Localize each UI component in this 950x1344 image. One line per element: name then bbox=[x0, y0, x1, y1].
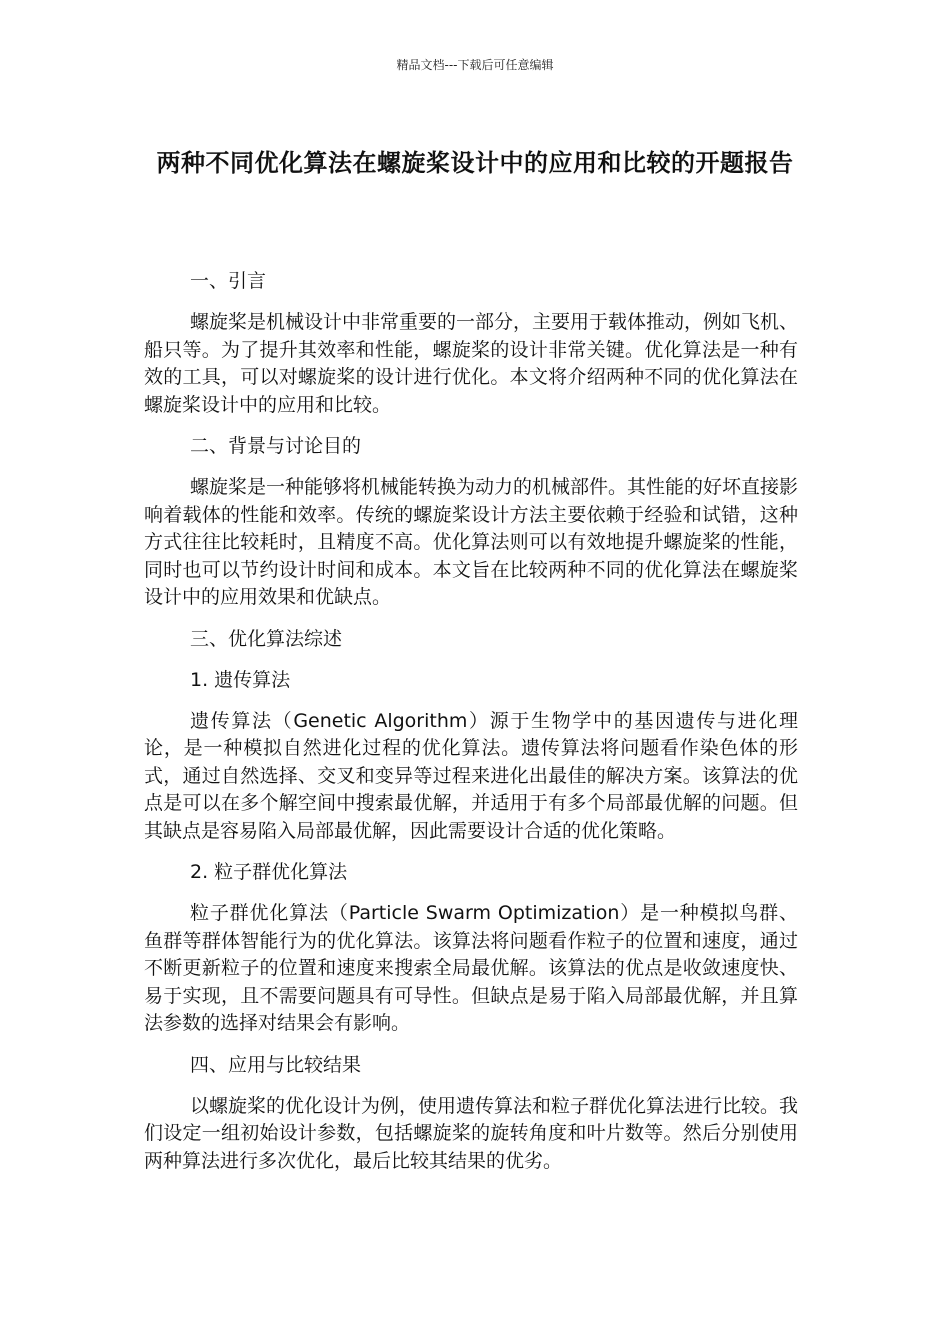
section-heading-background: 二、背景与讨论目的 bbox=[190, 435, 362, 457]
document-title: 两种不同优化算法在螺旋桨设计中的应用和比较的开题报告 bbox=[156, 149, 794, 177]
document-body bbox=[144, 268, 798, 1189]
paragraph-introduction: 螺旋桨是机械设计中非常重要的一部分，主要用于载体推动，例如飞机、船只等。为了提升其效率和性能，螺旋桨的设计非常关键。优化算法是一种有效的工具，可以对螺旋桨的设计进行优化。本文将介绍两种不同的优化算法在螺旋桨设计中的应用和比较。 bbox=[144, 311, 799, 416]
paragraph-results: 以螺旋桨的优化设计为例，使用遗传算法和粒子群优化算法进行比较。我们设定一组初始设计参数，包括螺旋桨的旋转角度和叶片数等。然后分别使用两种算法进行多次优化，最后比较其结果的优劣。 bbox=[144, 1094, 799, 1172]
subsection-heading-genetic-algorithm: 1. 遗传算法 bbox=[190, 668, 291, 691]
section-heading-introduction: 一、引言 bbox=[190, 270, 267, 292]
paragraph-genetic-algorithm: 遗传算法（Genetic Algorithm）源于生物学中的基因遗传与进化理论，是一种模拟自然进化过程的优化算法。遗传算法将问题看作染色体的形式，通过自然选择、交叉和变异等过程来进化出最佳的解决方案。该算法的优点是可以在多个解空间中搜索最优解，并适用于有多个局部最优解的问题。但其缺点是容易陷入局部最优解，因此需要设计合适的优化策略。 bbox=[144, 709, 798, 842]
subsection-heading-pso: 2. 粒子群优化算法 bbox=[190, 861, 348, 883]
header-note: 精品文档---下载后可任意编辑 bbox=[396, 58, 554, 72]
section-heading-results: 四、应用与比较结果 bbox=[190, 1053, 362, 1076]
paragraph-pso: 粒子群优化算法（Particle Swarm Optimization）是一种模拟鸟群、鱼群等群体智能行为的优化算法。该算法将问题看作粒子的位置和速度，通过不断更新粒子的位置和速度来搜索全局最优解。该算法的优点是收敛速度快、易于实现，且不需要问题具有可导性。但缺点是易于陷入局部最优解，并且算法参数的选择对结果会有影响。 bbox=[144, 902, 798, 1034]
paragraph-background: 螺旋桨是一种能够将机械能转换为动力的机械部件。其性能的好坏直接影响着载体的性能和效率。传统的螺旋桨设计方法主要依赖于经验和试错，这种方式往往比较耗时，且精度不高。优化算法则可以有效地提升螺旋桨的性能，同时也可以节约设计时间和成本。本文旨在比较两种不同的优化算法在螺旋桨设计中的应用效果和优缺点。 bbox=[144, 476, 799, 608]
section-heading-algorithm-overview: 三、优化算法综述 bbox=[190, 627, 343, 650]
